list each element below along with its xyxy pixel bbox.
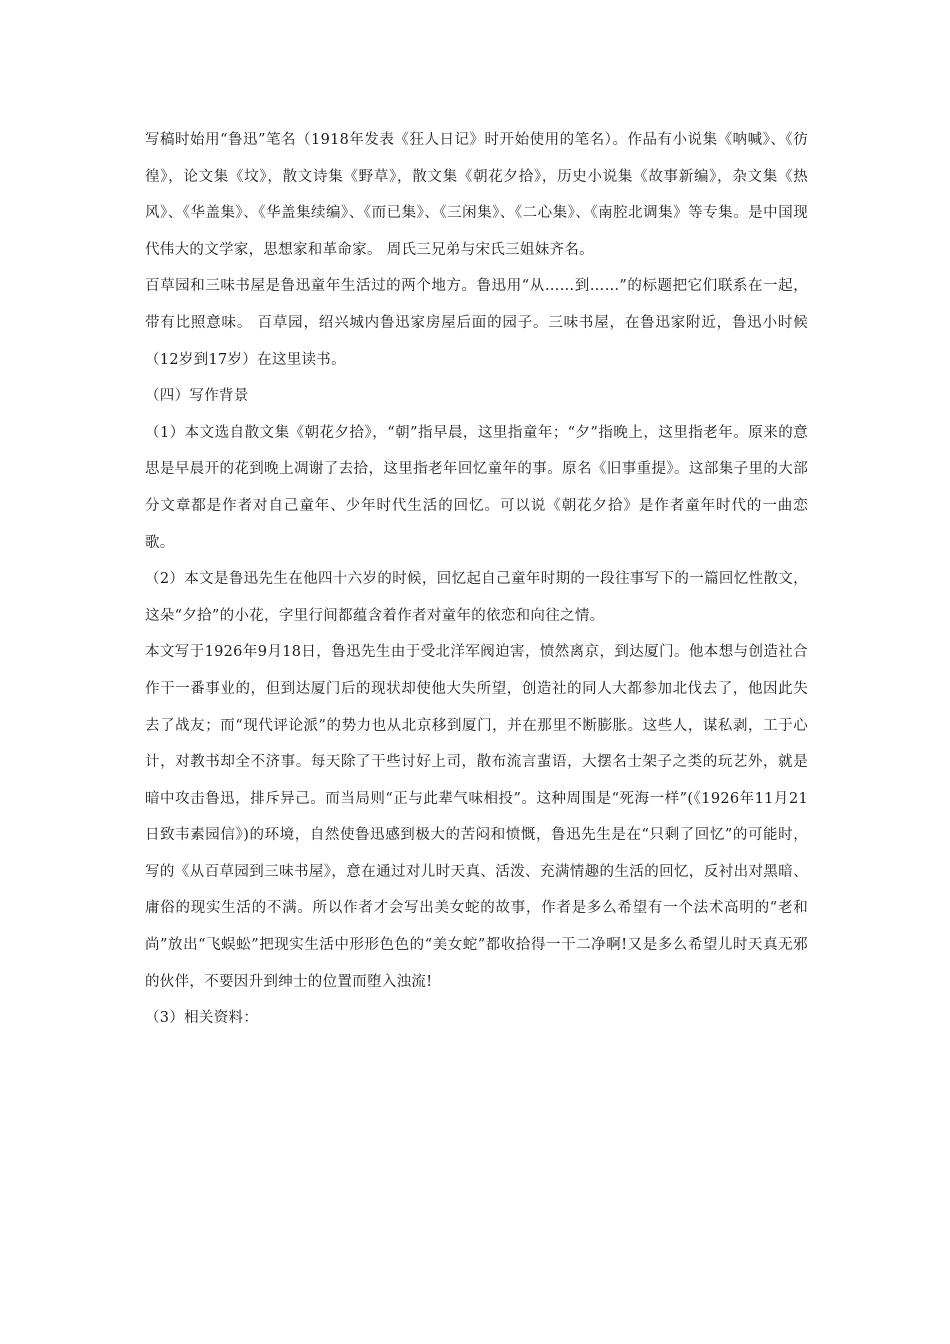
paragraph-background-detail: 本文写于1926年9月18日，鲁迅先生由于受北洋军阀迫害，愤然离京，到达厦门。他本想与创造社合作干一番事业的，但到达厦门后的现状却使他大失所望，创造社的同人大都参加北伐去了，他因此失去了战友；而“现代评论派”的势力也从北京移到厦门，并在那里不断膨胀。这些人，谋私剥，工于心计，对教书却全不济事。每天除了干些讨好上司，散布流言蜚语，大摆名士架子之类的玩艺外，就是暗中攻击鲁迅，排斥异己。而当局则“正与此辈气味相投”。这种周围是“死海一样”(《1926年11月21日致韦素园信》)的环境，自然使鲁迅感到极大的苦闷和愤慨，鲁迅先生是在“只剩了回忆”的可能时，写的《从百草园到三味书屋》，意在通过对儿时天真、活泼、充满情趣的生活的回忆，反衬出对黑暗、庸俗的现实生活的不满。所以作者才会写出美女蛇的故事，作者是多么希望有一个法术高明的“老和尚”放出“飞蜈蚣”把现实生活中形形色色的“美女蛇”都收拾得一干二净啊!又是多么希望儿时天真无邪的伙伴，不要因升到绅士的位置而堕入浊流!: [145, 644, 808, 990]
document-body: [145, 122, 808, 1037]
paragraph-background-2: （2）本文是鲁迅先生在他四十六岁的时候，回忆起自己童年时期的一段往事写下的一篇回忆性散文，这朵“夕拾”的小花，字里行间都蕴含着作者对童年的依恋和向往之情。: [145, 571, 808, 624]
section-heading-writing-background: （四）写作背景: [145, 388, 249, 405]
paragraph-lu-xun-works: 写稿时始用“鲁迅”笔名（1918年发表《狂人日记》时开始使用的笔名）。作品有小说集《呐喊》、《彷徨》，论文集《坟》，散文诗集《野草》，散文集《朝花夕拾》，历史小说集《故事新编》，杂文集《热风》、《华盖集》、《华盖集续编》、《而已集》、《三闲集》、《二心集》、《南腔北调集》等专集。是中国现代伟大的文学家，思想家和革命家。 周氏三兄弟与宋氏三姐妹齐名。: [145, 132, 808, 258]
paragraph-title-explanation: 百草园和三味书屋是鲁迅童年生活过的两个地方。鲁迅用“从……到……”的标题把它们联系在一起，带有比照意味。 百草园，绍兴城内鲁迅家房屋后面的园子。三味书屋，在鲁迅家附近，鲁迅小时候（12岁到17岁）在这里读书。: [145, 278, 808, 368]
paragraph-background-1: （1）本文选自散文集《朝花夕拾》，“朝”指早晨，这里指童年；“夕”指晚上，这里指老年。原来的意思是早晨开的花到晚上凋谢了去拾，这里指老年回忆童年的事。原名《旧事重提》。这部集子里的大部分文章都是作者对自己童年、少年时代生活的回忆。可以说《朝花夕拾》是作者童年时代的一曲恋歌。: [145, 424, 808, 551]
paragraph-related-materials: （3）相关资料：: [145, 1010, 259, 1027]
